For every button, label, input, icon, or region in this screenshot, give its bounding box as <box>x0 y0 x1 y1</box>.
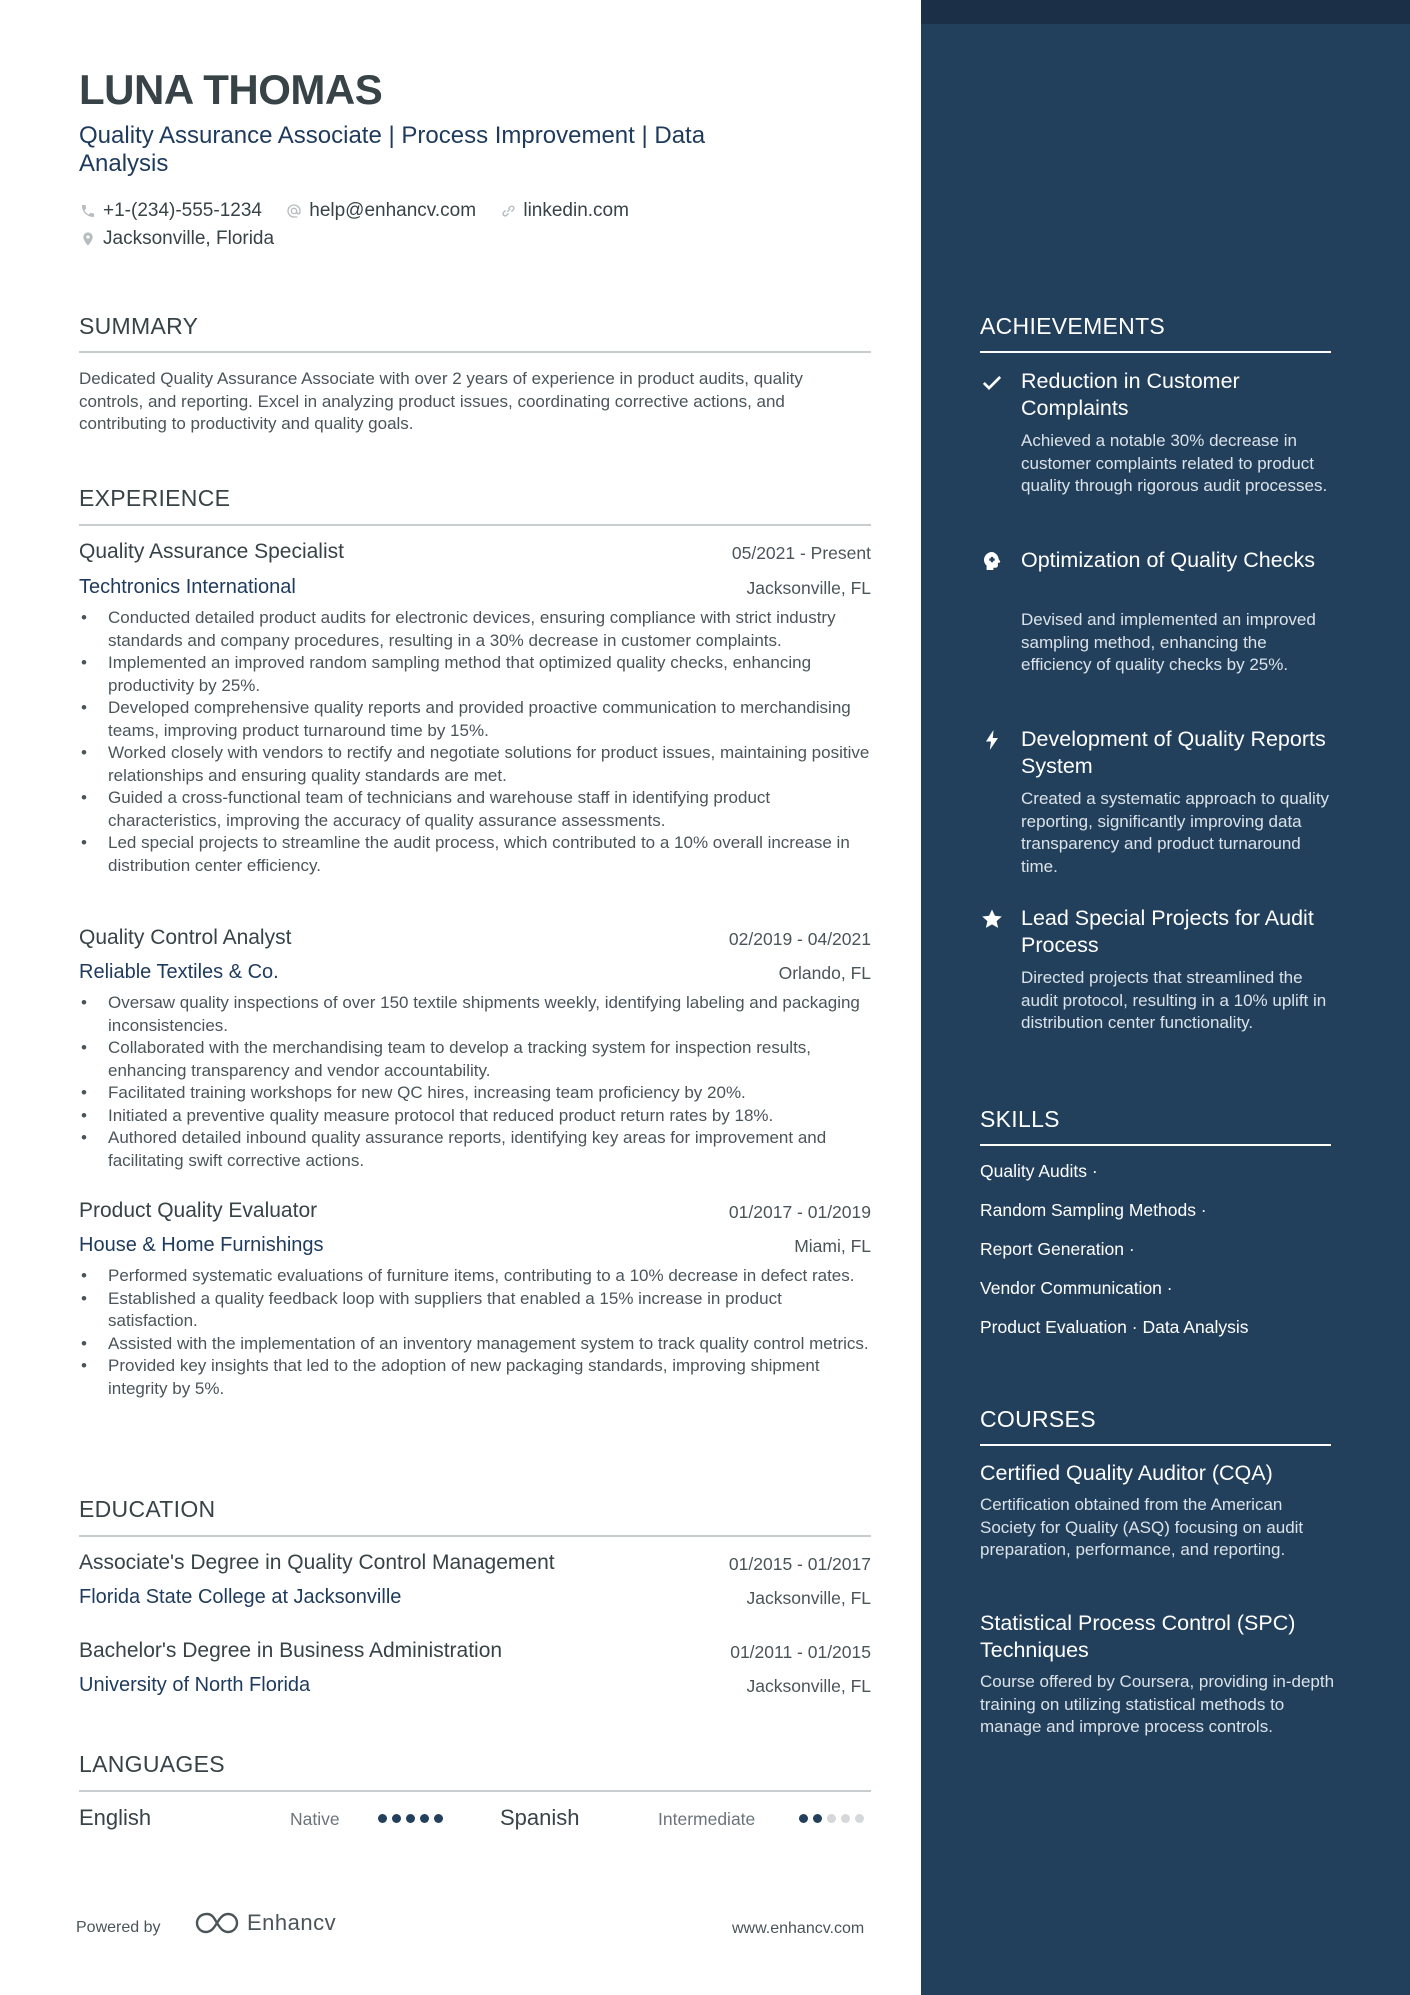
achievement-title: Development of Quality Reports System <box>1021 727 1326 778</box>
candidate-role: Quality Assurance Associate | Process Improvement | Data Analysis <box>79 122 706 177</box>
rating-dot <box>434 1814 443 1823</box>
skill-item: Vendor Communication · <box>980 1278 1173 1298</box>
skill-item: Quality Audits · <box>980 1161 1098 1181</box>
education-divider <box>79 1535 871 1537</box>
job-title: Product Quality Evaluator <box>79 1199 318 1222</box>
school-name[interactable]: University of North Florida <box>79 1674 311 1696</box>
at-icon <box>285 202 303 220</box>
skills-divider <box>980 1144 1331 1146</box>
school-location: Jacksonville, FL <box>746 1588 871 1608</box>
location-text: Jacksonville, Florida <box>103 228 275 249</box>
achievement-desc: Achieved a notable 30% decrease in customer complaints related to product quality through rigorous audit processes. <box>1021 431 1328 495</box>
job-location: Miami, FL <box>794 1236 871 1256</box>
achievements-heading: ACHIEVEMENTS <box>980 313 1166 339</box>
skill-item: Random Sampling Methods · <box>980 1200 1207 1220</box>
bullet-item: • Facilitated training workshops for new QC hires, increasing team proficiency by 20%. <box>79 1082 875 1105</box>
course-desc: Course offered by Coursera, providing in-depth training on utilizing statistical methods to manage and improve process controls. <box>980 1672 1335 1736</box>
contact-email[interactable] <box>285 197 476 225</box>
bullet-item: • Performed systematic evaluations of furniture items, contributing to a 10% decrease in defect rates. <box>79 1265 875 1288</box>
courses-heading: COURSES <box>980 1406 1096 1432</box>
school-name[interactable]: Florida State College at Jacksonville <box>79 1586 402 1608</box>
summary-text: Dedicated Quality Assurance Associate with over 2 years of experience in product audits, quality controls, and reporting. Excel in analyzing product issues, coordinating corrective actions, and contributing to productivity and quality goals. <box>79 369 803 433</box>
achievement-title: Lead Special Projects for Audit Process <box>1021 906 1314 957</box>
job-company[interactable]: Techtronics International <box>79 576 296 598</box>
school-location: Jacksonville, FL <box>746 1676 871 1696</box>
rating-dot <box>799 1814 808 1823</box>
bullet-item: • Led special projects to streamline the audit process, which contributed to a 10% overall increase in distribution center efficiency. <box>79 832 875 877</box>
website-text: linkedin.com <box>523 200 629 221</box>
job-location: Jacksonville, FL <box>746 578 871 598</box>
contact-location <box>79 225 274 253</box>
language-rating <box>378 1814 443 1823</box>
job-date: 01/2017 - 01/2019 <box>728 1202 871 1222</box>
language-name: English <box>79 1805 152 1830</box>
courses-divider <box>980 1444 1331 1446</box>
job-date: 05/2021 - Present <box>731 543 871 563</box>
rating-dot <box>378 1814 387 1823</box>
skills-heading: SKILLS <box>980 1106 1060 1132</box>
course-title: Certified Quality Auditor (CQA) <box>980 1461 1273 1485</box>
job-company[interactable]: House & Home Furnishings <box>79 1234 324 1256</box>
skill-item: Report Generation · <box>980 1239 1135 1259</box>
bullet-item: • Oversaw quality inspections of over 150 textile shipments weekly, identifying labeling and packaging inconsistencies. <box>79 992 875 1037</box>
enhancv-logo[interactable] <box>195 1910 336 1936</box>
degree-date: 01/2015 - 01/2017 <box>728 1554 871 1574</box>
job-location: Orlando, FL <box>778 963 871 983</box>
languages-divider <box>79 1790 871 1792</box>
brand-name: Enhancv <box>247 1910 337 1935</box>
contact-phone[interactable] <box>79 197 262 225</box>
course-desc: Certification obtained from the American Society for Quality (ASQ) focusing on audit preparation, performance, and reporting. <box>980 1495 1304 1559</box>
job-date: 02/2019 - 04/2021 <box>728 929 871 949</box>
degree-title: Bachelor's Degree in Business Administration <box>79 1639 503 1662</box>
rating-dot <box>406 1814 415 1823</box>
skill-item: Product Evaluation · Data Analysis <box>980 1317 1249 1337</box>
experience-divider <box>79 524 871 526</box>
degree-title: Associate's Degree in Quality Control Management <box>79 1551 555 1574</box>
candidate-name: LUNA THOMAS <box>79 66 383 113</box>
course-title: Statistical Process Control (SPC) Techniques <box>980 1611 1296 1662</box>
contact-info <box>79 197 839 253</box>
bullet-item: • Authored detailed inbound quality assurance reports, identifying key areas for improvement and facilitating swift corrective actions. <box>79 1127 875 1172</box>
job-title: Quality Control Analyst <box>79 926 292 949</box>
job-bullets <box>79 992 875 1172</box>
degree-date: 01/2011 - 01/2015 <box>730 1642 871 1662</box>
rating-dot <box>827 1814 836 1823</box>
rating-dot <box>855 1814 864 1823</box>
language-level: Intermediate <box>658 1809 756 1829</box>
summary-divider <box>79 351 871 353</box>
bullet-item: • Guided a cross-functional team of technicians and warehouse staff in identifying product characteristics, improving the accuracy of quality assurance assessments. <box>79 787 875 832</box>
bullet-item: • Worked closely with vendors to rectify and negotiate solutions for product issues, maintaining positive relationships and ensuring quality standards are met. <box>79 742 875 787</box>
bullet-item: • Conducted detailed product audits for electronic devices, ensuring compliance with strict industry standards and company procedures, resulting in a 30% decrease in customer complaints. <box>79 607 875 652</box>
language-rating <box>799 1814 864 1823</box>
email-text: help@enhancv.com <box>309 200 477 221</box>
job-title: Quality Assurance Specialist <box>79 540 344 563</box>
achievement-title: Optimization of Quality Checks <box>1021 548 1315 572</box>
bullet-item: • Developed comprehensive quality reports and provided proactive communication to merchandising teams, improving product turnaround time by 15%. <box>79 697 875 742</box>
bullet-item: • Provided key insights that led to the adoption of new packaging standards, improving shipment integrity by 5%. <box>79 1355 875 1400</box>
phone-text: +1-(234)-555-1234 <box>103 200 262 221</box>
bullet-item: • Established a quality feedback loop with suppliers that enabled a 15% increase in product satisfaction. <box>79 1288 875 1333</box>
contact-website[interactable] <box>499 197 629 225</box>
rating-dot <box>841 1814 850 1823</box>
experience-heading: EXPERIENCE <box>79 485 231 511</box>
education-heading: EDUCATION <box>79 1496 216 1522</box>
job-bullets <box>79 1265 875 1400</box>
language-level: Native <box>290 1809 340 1829</box>
languages-heading: LANGUAGES <box>79 1751 225 1777</box>
rating-dot <box>813 1814 822 1823</box>
checkmark-icon <box>980 370 1004 394</box>
brain-icon <box>980 549 1004 573</box>
job-bullets <box>79 607 875 877</box>
achievement-desc: Created a systematic approach to quality reporting, significantly improving data transparency and product turnaround time. <box>1021 789 1330 876</box>
achievement-desc: Devised and implemented an improved sampling method, enhancing the efficiency of quality checks by 25%. <box>1021 610 1316 674</box>
language-name: Spanish <box>500 1805 580 1830</box>
link-icon <box>499 202 517 220</box>
lightning-icon <box>980 728 1004 752</box>
achievement-desc: Directed projects that streamlined the audit protocol, resulting in a 10% uplift in distribution center functionality. <box>1021 968 1327 1032</box>
rating-dot <box>392 1814 401 1823</box>
rating-dot <box>420 1814 429 1823</box>
enhancv-logo-icon <box>195 1910 239 1936</box>
bullet-item: • Collaborated with the merchandising team to develop a tracking system for inspection results, enhancing transparency and vendor accountability. <box>79 1037 875 1082</box>
location-pin-icon <box>79 230 97 248</box>
bullet-item: • Assisted with the implementation of an inventory management system to track quality control metrics. <box>79 1333 875 1356</box>
achievement-title: Reduction in Customer Complaints <box>1021 369 1240 420</box>
sidebar-top-band <box>921 0 1410 24</box>
powered-by-text: Powered by <box>76 1919 161 1936</box>
summary-heading: SUMMARY <box>79 313 199 339</box>
footer-url[interactable]: www.enhancv.com <box>732 1920 865 1937</box>
sidebar <box>921 0 1410 1995</box>
achievements-divider <box>980 351 1331 353</box>
star-icon <box>980 907 1004 931</box>
job-company[interactable]: Reliable Textiles & Co. <box>79 961 279 983</box>
bullet-item: • Implemented an improved random sampling method that optimized quality checks, enhancing productivity by 25%. <box>79 652 875 697</box>
bullet-item: • Initiated a preventive quality measure protocol that reduced product return rates by 18%. <box>79 1105 875 1128</box>
phone-icon <box>79 202 97 220</box>
